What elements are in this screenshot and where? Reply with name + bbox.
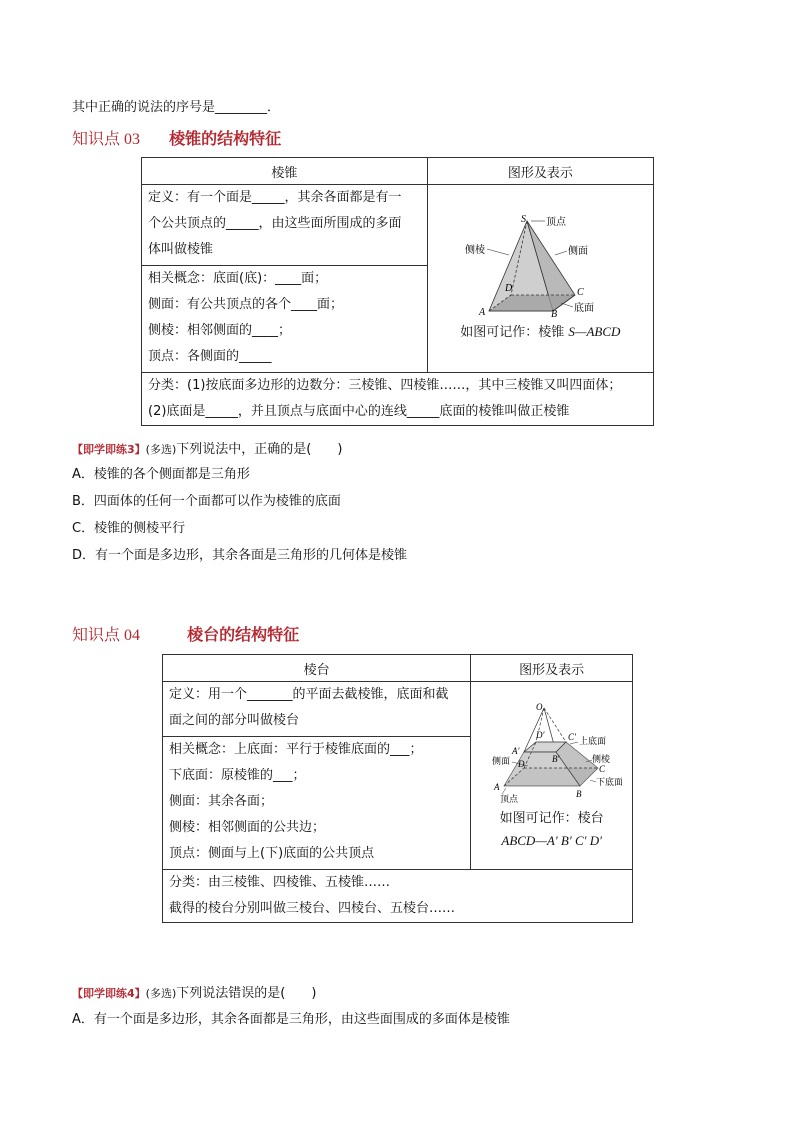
section-title: 棱锥的结构特征 — [169, 129, 282, 148]
exercise3-option-d: D．有一个面是多边形，其余各面是三角形的几何体是棱锥 — [72, 548, 408, 563]
concept-line: 侧棱：相邻侧面的公共边； — [169, 820, 326, 835]
concept-line: 侧面：其余各面； — [169, 794, 274, 809]
label-d: D — [505, 283, 513, 294]
label-a: A — [493, 781, 500, 792]
concept-line: 侧棱：相邻侧面的____； — [148, 323, 292, 338]
pyramid-diagram — [465, 213, 615, 317]
exercise4-tag: 【即学即练4】 — [72, 987, 146, 1000]
exercise3-question: 下列说法中，正确的是( ) — [176, 442, 343, 457]
caption-symbol: S—ABCD — [568, 324, 621, 339]
exercise4-option-a: A．有一个面是多边形，其余各面都是三角形，由这些面围成的多面体是棱锥 — [72, 1012, 510, 1027]
exercise4-question: 下列说法错误的是( ) — [176, 986, 317, 1001]
label-b: B — [575, 788, 582, 799]
label-b: B — [551, 309, 558, 317]
label-lateral-face: 侧面 — [568, 246, 589, 257]
classification-line: 截得的棱台分别叫做三棱台、四棱台、五棱台…… — [169, 901, 456, 916]
label-bottom: 下底面 — [595, 776, 622, 787]
concepts-cell — [142, 266, 428, 373]
frustum-figure-cell — [471, 682, 633, 870]
concept-line: 侧面：有公共顶点的各个____面； — [148, 297, 344, 312]
exercise4-stem — [72, 982, 316, 1001]
label-a: A — [479, 307, 486, 317]
pyramid-table — [141, 157, 654, 426]
classification-line: 分类：(1)按底面多边形的边数分：三棱锥、四棱锥……，其中三棱锥又叫四面体； — [148, 378, 622, 393]
label-base: 底面 — [574, 303, 595, 314]
pyramid-caption — [434, 321, 647, 344]
exercise4-multi: (多选) — [145, 987, 177, 1000]
definition-cell — [163, 682, 471, 737]
label-lateral-edge: 侧棱 — [465, 245, 486, 256]
pyramid-figure-cell — [427, 185, 653, 373]
section-label: 知识点 04 — [72, 627, 141, 644]
concept-line: 顶点：侧面与上(下)底面的公共顶点 — [169, 846, 375, 861]
intro-text: 其中正确的说法的序号是________． — [72, 100, 281, 115]
exercise3-tag: 【即学即练3】 — [72, 443, 146, 456]
definition-cell — [142, 185, 428, 266]
section-label: 知识点 03 — [72, 131, 141, 148]
label-vertex: 顶点 — [499, 793, 518, 804]
definition-line: 定义：用一个_______的平面去截棱锥，底面和截 — [169, 687, 449, 702]
label-c: C — [598, 763, 605, 774]
caption-prefix: 如图可记作：棱锥 — [460, 325, 569, 340]
table-header-figure: 图形及表示 — [427, 158, 653, 185]
definition-line: 面之间的部分叫做棱台 — [169, 713, 300, 728]
section-heading-04 — [72, 622, 299, 645]
exercise3-option-c: C．棱锥的侧棱平行 — [72, 521, 186, 536]
table-header-pyramid: 棱锥 — [142, 158, 428, 185]
classification-line: 分类：由三棱锥、四棱锥、五棱锥…… — [169, 875, 391, 890]
frustum-caption-1: 如图可记作：棱台 — [499, 810, 604, 826]
label-face: 侧面 — [491, 755, 510, 766]
exercise3-option-a: A．棱锥的各个侧面都是三角形 — [72, 467, 250, 482]
table-header-figure: 图形及表示 — [471, 655, 633, 682]
label-apex: 顶点 — [546, 217, 567, 228]
label-c1: C′ — [567, 731, 576, 742]
concepts-cell — [163, 737, 471, 870]
definition-line: 体叫做棱锥 — [148, 242, 214, 257]
concept-line: 相关概念：上底面：平行于棱锥底面的___； — [169, 742, 423, 757]
classification-cell — [142, 373, 654, 426]
table-header-frustum: 棱台 — [163, 655, 471, 682]
label-top: 上底面 — [578, 735, 606, 746]
concept-line: 下底面：原棱锥的___； — [169, 768, 306, 783]
classification-line: (2)底面是_____，并且顶点与底面中心的连线_____底面的棱锥叫做正棱锥 — [148, 404, 570, 419]
exercise3-stem — [72, 438, 342, 457]
exercise3-multi: (多选) — [145, 443, 177, 456]
frustum-table — [162, 654, 633, 923]
label-s: S — [521, 214, 527, 225]
exercise3-option-b: B．四面体的任何一个面都可以作为棱锥的底面 — [72, 494, 341, 509]
label-edge: 侧棱 — [591, 753, 610, 764]
label-b1: B′ — [551, 753, 560, 764]
classification-cell — [163, 870, 633, 923]
frustum-diagram — [482, 700, 622, 804]
section-heading-03 — [72, 126, 281, 149]
section-title: 棱台的结构特征 — [187, 625, 300, 644]
label-a1: A′ — [511, 745, 520, 756]
definition-line: 个公共顶点的_____，由这些面所围成的多面 — [148, 216, 402, 231]
concept-line: 相关概念：底面(底)：____面； — [148, 271, 328, 286]
definition-line: 定义：有一个面是_____，其余各面都是有一 — [148, 190, 402, 205]
label-d1: D′ — [535, 729, 545, 740]
label-o: O — [535, 701, 543, 712]
label-c: C — [577, 287, 585, 298]
frustum-caption-2: ABCD—A′ B′ C′ D′ — [501, 832, 602, 848]
concept-line: 顶点：各侧面的_____ — [148, 349, 272, 364]
label-d: D — [517, 758, 525, 769]
